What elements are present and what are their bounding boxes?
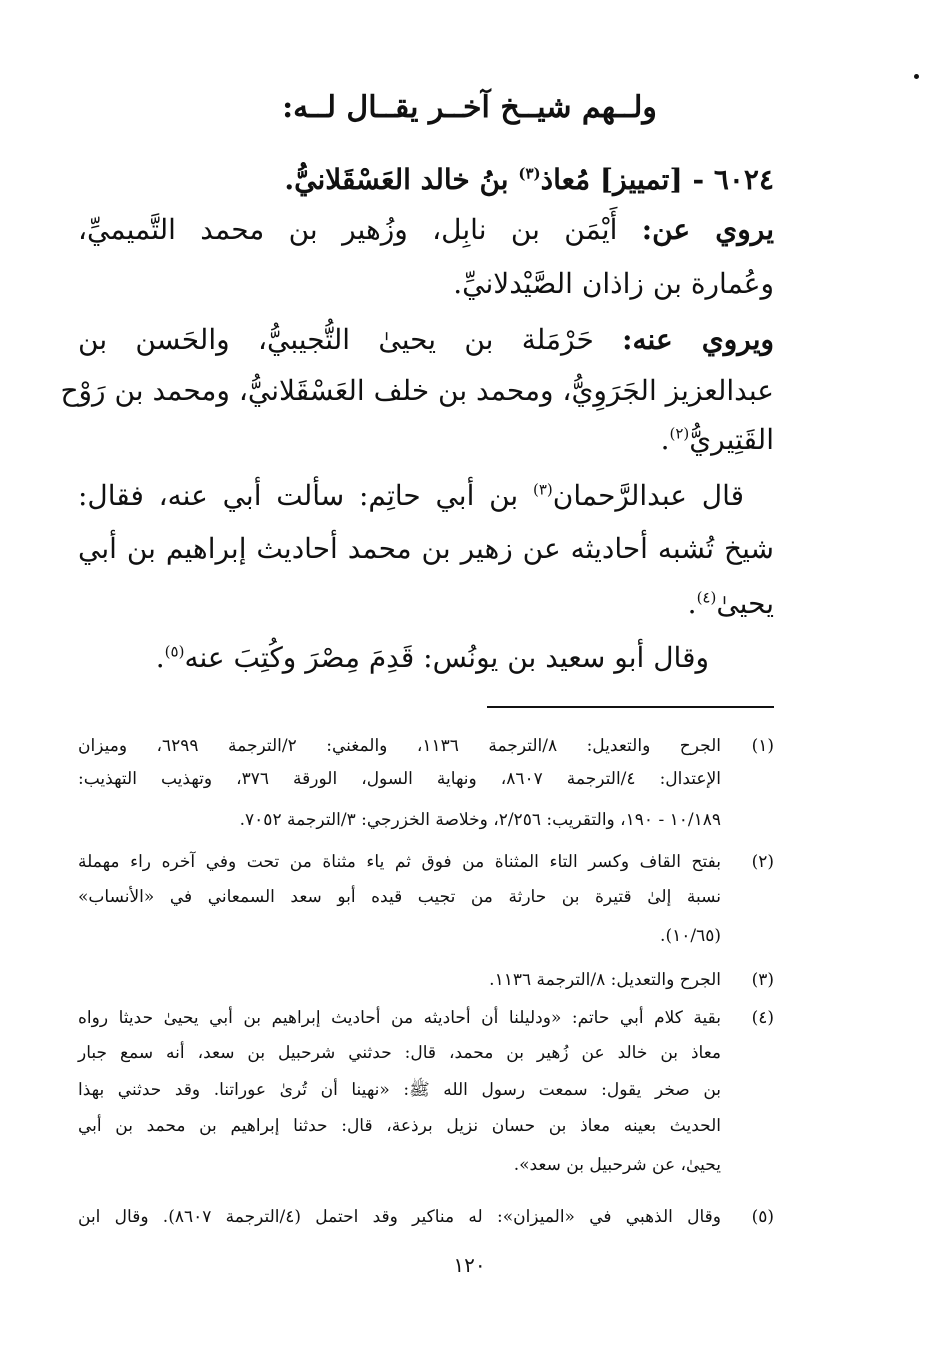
quote1-note-ref-1[interactable]: (٣): [533, 480, 553, 499]
footnote-number: (٥): [751, 1207, 774, 1227]
quote2-line: وقال أبو سعيد بن يونُس: قَدِمَ مِصْرَ وكُتِبَ عنه$^{(٥)}$.: [155, 641, 709, 674]
narrates-from-line-1: [78, 208, 774, 252]
footnote-line: يحيىٰ، عن شرحبيل بن سعد».: [513, 1155, 721, 1175]
narrated-by-line-1: [78, 318, 774, 362]
quote1-line-2: شيخ تُشبه أحاديثه عن زهير بن محمد أحاديث إبراهيم بن أبي: [78, 532, 774, 565]
footnote-number: (٢): [751, 852, 774, 872]
narrates-from-text-1: أَيْمَن بن نابِل، وزُهير بن محمد التَّميميِّ،: [78, 213, 618, 246]
quote1-line-3: يحيىٰ$^{(٤)}$.: [687, 587, 774, 620]
quote2-note-ref[interactable]: (٥): [164, 642, 185, 661]
footnote-line: بقية كلام أبي حاتم: «ودليلنا أن أحاديثه من أحاديث إبراهيم بن أبي يحيىٰ حديثا رواه: [78, 1008, 721, 1028]
narrated-by-text-3: القَتِيريُّ: [689, 423, 774, 456]
footnote-line: ١٠/١٨٩ - ١٩٠، والتقريب: ٢/٢٥٦، وخلاصة الخزرجي: ٣/الترجمة ٧٠٥٢.: [239, 810, 721, 830]
quote1-text-3: يحيىٰ: [716, 587, 774, 620]
narrated-by-note-ref[interactable]: (٢): [669, 424, 690, 443]
footnote-line: نسبة إلىٰ قتيرة بن حارثة من تجيب قيده أبو سعد السمعاني في «الأنساب»: [78, 887, 721, 907]
entry-rest: بنُ خالد العَسْقَلانيُّ.: [284, 163, 509, 196]
footnote-line: بن صخر يقول: سمعت رسول الله ﷺ: «نهينا أن تُرىٰ عوراتنا. وقد حدثني بهذا: [78, 1080, 721, 1100]
quote2-text: وقال أبو سعيد بن يونُس: قَدِمَ مِصْرَ وكُتِبَ عنه: [184, 641, 709, 674]
footnote-number: (٤): [751, 1008, 774, 1028]
footnote-line: معاذ بن خالد عن زُهير بن محمد، قال: حدثني شرحبيل بن سعد، أنه سمع جبار: [78, 1043, 721, 1063]
entry-note-ref[interactable]: (٣): [518, 164, 541, 183]
quote1-line-1: [78, 474, 744, 518]
narrated-by-label: ويروي عنه:: [622, 323, 775, 356]
footnote-line: الإعتدال: ٤/الترجمة ٨٦٠٧، ونهاية السول، الورقة ٣٧٦، وتهذيب التهذيب:: [78, 769, 721, 789]
entry-number: ٦٠٢٤: [713, 163, 774, 196]
footnote-line: وقال الذهبي في «الميزان»: له مناكير وقد احتمل (٤/الترجمة ٨٦٠٧). وقال ابن: [78, 1207, 722, 1227]
entry-tag: [تمييز]: [599, 163, 683, 196]
narrates-from-line-2: وعُمارة بن زاذان الصَّيْدلانيِّ.: [453, 267, 774, 300]
narrated-by-line-3: القَتِيريُّ$^{(٢)}$.: [660, 423, 774, 456]
narrated-by-text-1: حَرْمَلة بن يحيىٰ التُّجيبيُّ، والحَسن بن: [78, 323, 594, 356]
footnote-number: (٣): [751, 970, 774, 990]
entry-name: مُعاذ: [540, 163, 591, 196]
footnote-line: الجرح والتعديل: ٨/الترجمة ١١٣٦، والمغني: ٢/الترجمة ٦٢٩٩، وميزان: [78, 736, 721, 756]
margin-dot: [914, 74, 919, 79]
narrated-by-line-2: عبدالعزيز الجَرَوِيُّ، ومحمد بن خلف العَسْقَلانيُّ، ومحمد بن رَوْح: [60, 374, 774, 407]
footnote-line: بفتح القاف وكسر التاء المثناة من فوق ثم ياء مثناة من تحت وفي آخره راء مهملة: [78, 852, 721, 872]
footnote-line: (١٠/٦٥).: [660, 926, 721, 946]
footnote-line: الحديث بعينه معاذ بن حسان نزيل برذعة، قال: حدثنا إبراهيم بن محمد بن أبي: [78, 1116, 721, 1136]
section-heading: ولــهم شيــخ آخــر يقــال لــه:: [282, 90, 657, 125]
page-number: ١٢٠: [453, 1253, 486, 1277]
quote1-text-1a: قال عبدالرَّحمان: [552, 479, 744, 512]
footnote-separator: [487, 706, 774, 708]
footnote-line: الجرح والتعديل: ٨/الترجمة ١١٣٦.: [489, 970, 721, 990]
entry-line: ٦٠٢٤ - [تمييز] مُعاذ$^{(٣)}$ بنُ خالد العَسْقَلانيُّ.: [284, 163, 774, 196]
quote1-note-ref-2[interactable]: (٤): [696, 588, 717, 607]
narrates-from-label: يروي عن:: [641, 213, 774, 246]
quote1-text-1b: بن أبي حاتِم: سألت أبي عنه، فقال:: [78, 479, 519, 512]
footnote-number: (١): [751, 736, 774, 756]
